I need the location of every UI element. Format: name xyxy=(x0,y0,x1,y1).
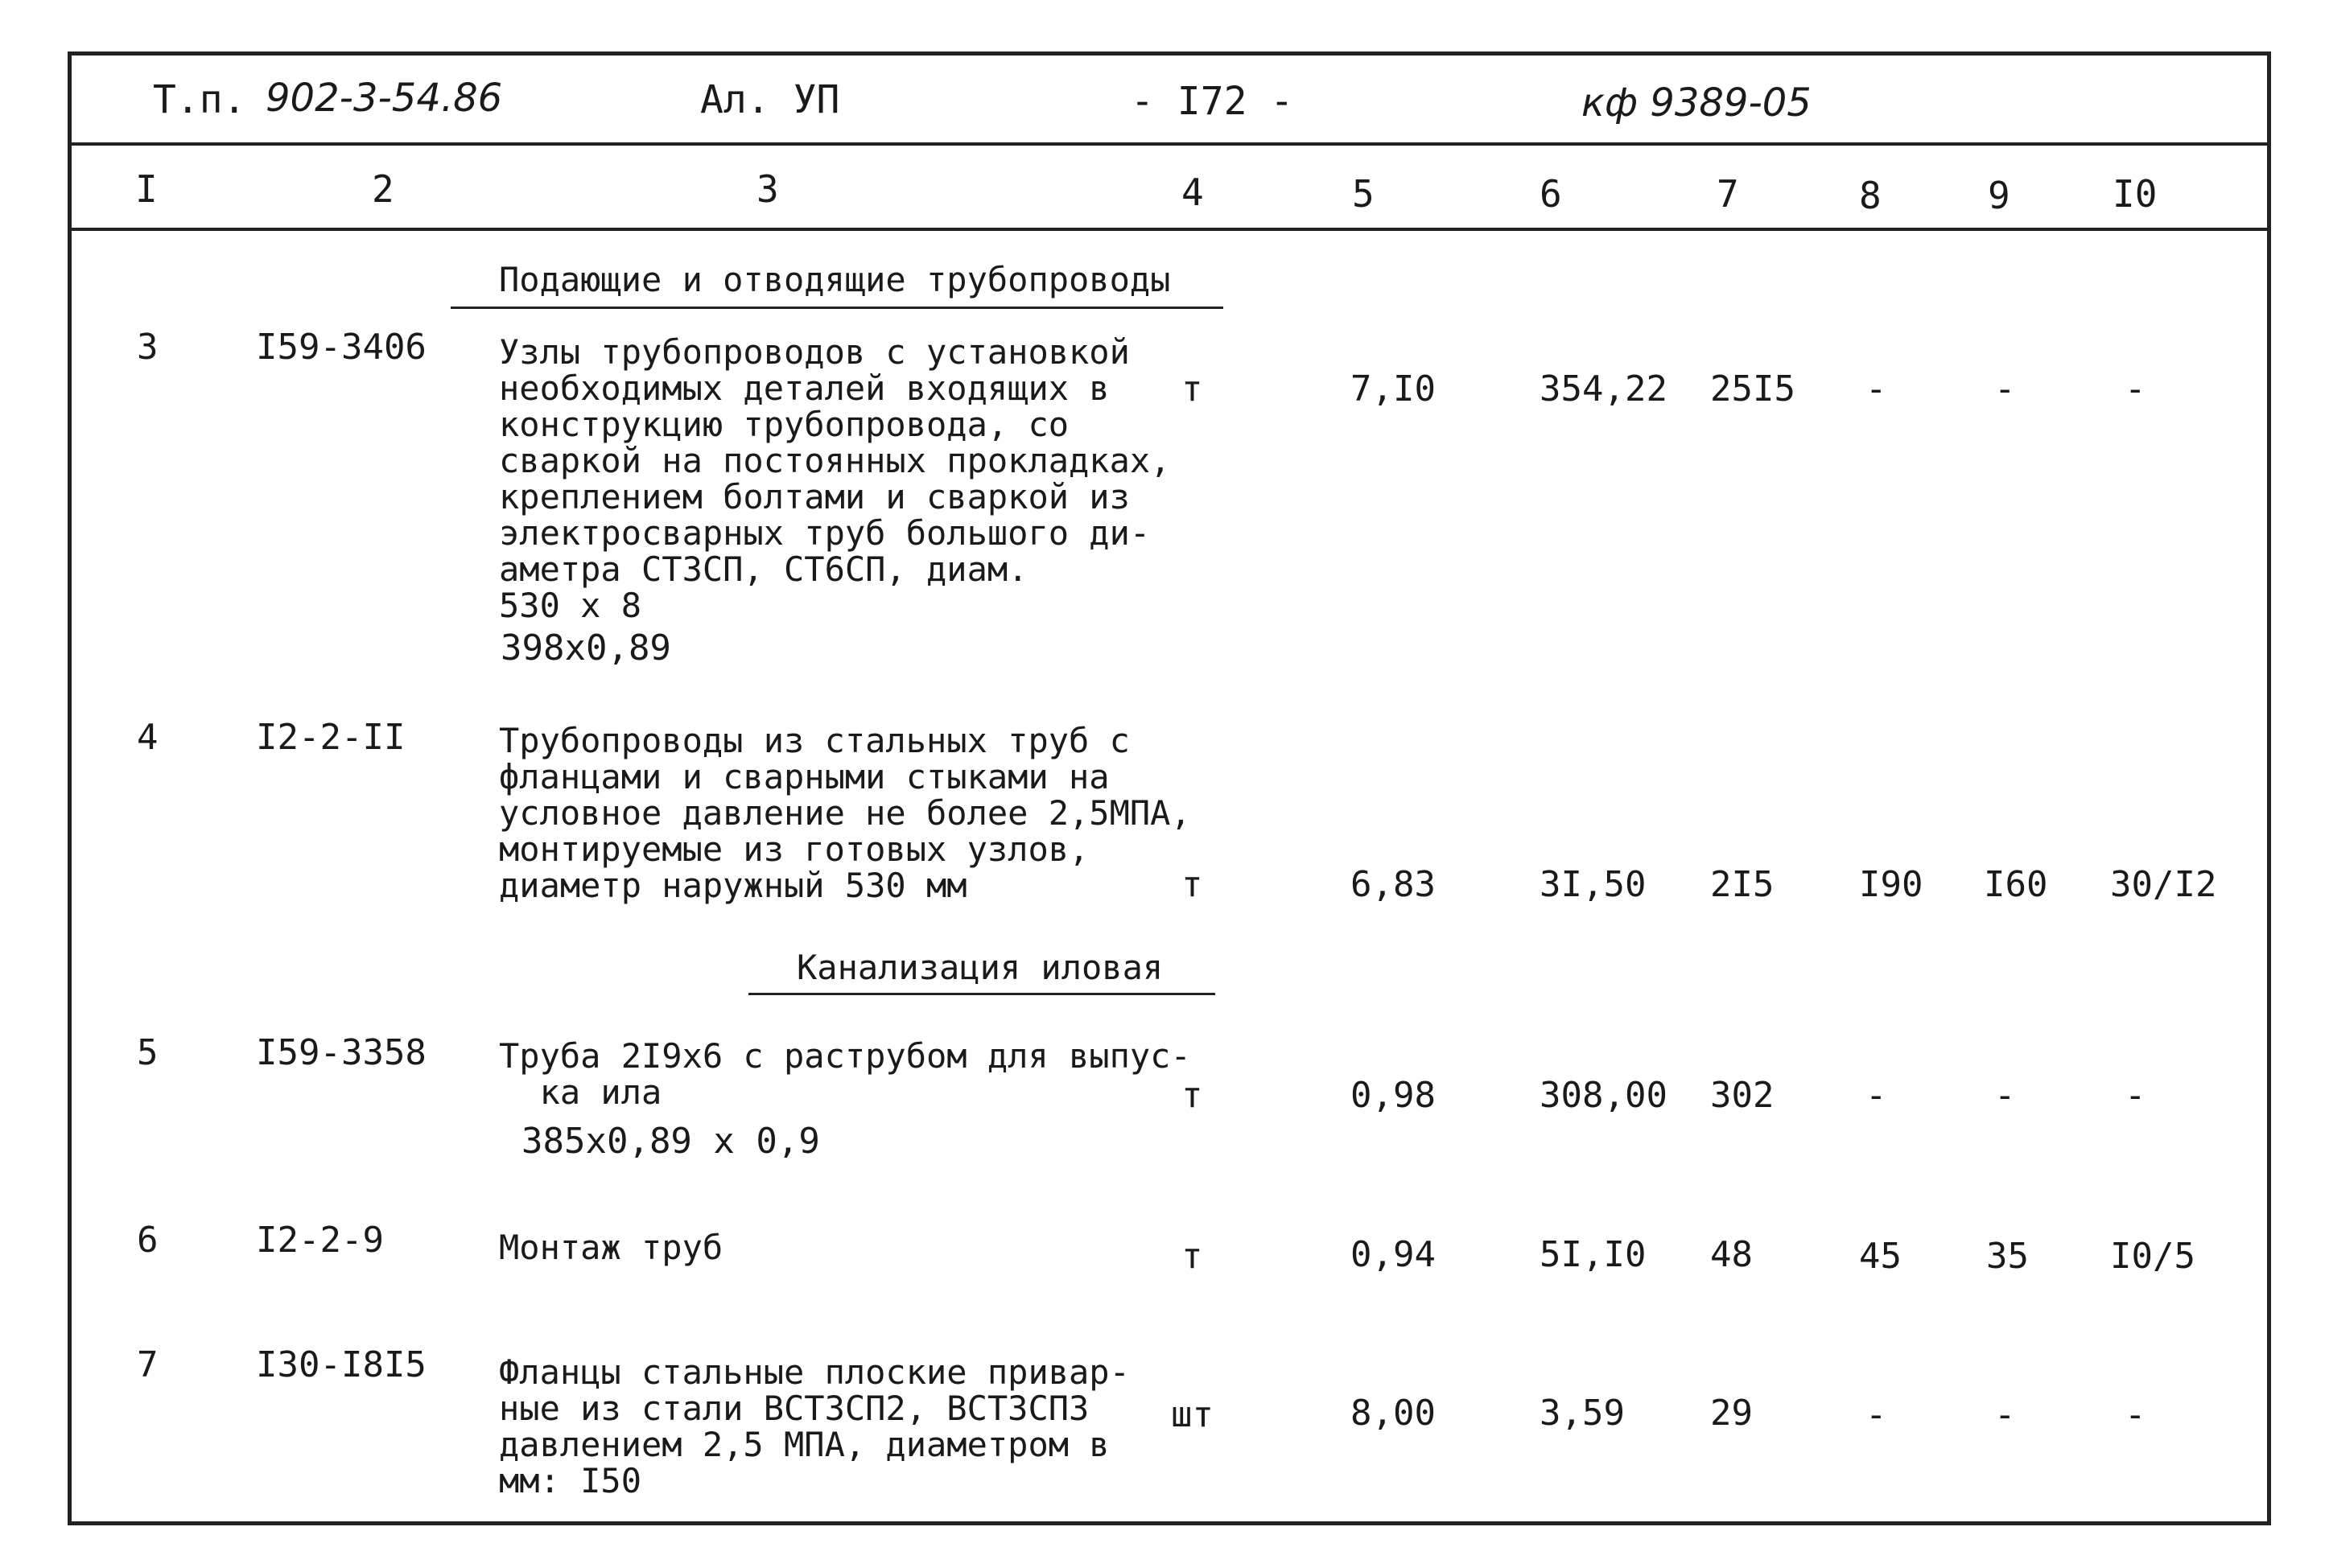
section-underline xyxy=(451,307,1223,309)
row-col5: 0,94 xyxy=(1350,1234,1436,1275)
row-description: Узлы трубопроводов с установкой необходимых деталей входящих в конструкцию трубопровода, со сваркой на постоянных прокладках, креплением болтами и сваркой из электросварных труб большого ди- аметра СТ3СП, СТ6СП, диам. 530 х 8 xyxy=(499,332,1171,625)
row-col8: - xyxy=(1865,1394,1887,1435)
project-label: Т.п. xyxy=(153,77,246,122)
row-col10: - xyxy=(2125,1394,2146,1435)
header-divider xyxy=(72,142,2267,146)
column-header-6: 6 xyxy=(1540,172,1562,216)
row-col10: I0/5 xyxy=(2110,1236,2195,1277)
row-number: 5 xyxy=(137,1032,159,1073)
row-code: I2-2-II xyxy=(256,717,406,758)
row-col7: 25I5 xyxy=(1710,368,1795,409)
row-col9: 35 xyxy=(1986,1236,2029,1277)
row-col8: - xyxy=(1865,1075,1887,1116)
row-number: 6 xyxy=(137,1220,159,1261)
row-note: 398х0,89 xyxy=(501,628,671,669)
column-header-8: 8 xyxy=(1859,174,1882,217)
row-number: 4 xyxy=(137,717,159,758)
row-note: 385х0,89 х 0,9 xyxy=(521,1121,820,1162)
row-col8: I90 xyxy=(1859,864,1923,905)
section-heading: Подающие и отводящие трубопроводы xyxy=(499,260,1171,299)
row-col10: - xyxy=(2125,368,2146,409)
page-number: - I72 - xyxy=(1131,79,1294,124)
row-col8: 45 xyxy=(1859,1236,1902,1277)
column-header-divider xyxy=(72,228,2267,231)
column-header-7: 7 xyxy=(1717,172,1739,216)
project-number: 902-3-54.86 xyxy=(266,76,503,121)
section-heading: Канализация иловая xyxy=(797,948,1164,987)
row-number: 3 xyxy=(137,327,159,368)
row-col5: 0,98 xyxy=(1350,1075,1436,1116)
row-col6: 354,22 xyxy=(1540,368,1667,409)
column-header-9: 9 xyxy=(1988,174,2010,217)
row-unit: т xyxy=(1181,1075,1203,1116)
row-code: I59-3406 xyxy=(256,327,427,368)
row-description: Монтаж труб xyxy=(499,1228,723,1267)
row-col8: - xyxy=(1865,368,1887,409)
document-code: кф 9389-05 xyxy=(1581,80,1812,126)
column-header-4: 4 xyxy=(1181,171,1204,214)
section-underline xyxy=(748,993,1215,995)
row-col9: I60 xyxy=(1984,864,2048,905)
row-description: Фланцы стальные плоские привар- ные из стали ВСТ3СП2, ВСТ3СП3 давлением 2,5 МПА, диаметром в мм: I50 xyxy=(499,1352,1130,1500)
row-col9: - xyxy=(1994,368,2016,409)
row-unit: т xyxy=(1181,368,1203,409)
row-col7: 48 xyxy=(1710,1234,1753,1275)
row-col5: 6,83 xyxy=(1350,864,1436,905)
row-col5: 8,00 xyxy=(1350,1393,1436,1434)
row-number: 7 xyxy=(137,1344,159,1385)
row-description: Трубопроводы из стальных труб с фланцами и сварными стыками на условное давление не более 2,5МПА, монтируемые из готовых узлов, диаметр наружный 530 мм xyxy=(499,721,1191,905)
row-unit: т xyxy=(1181,864,1203,905)
row-col6: 3,59 xyxy=(1540,1393,1625,1434)
row-col10: - xyxy=(2125,1075,2146,1116)
column-header-10: I0 xyxy=(2113,172,2158,216)
row-col9: - xyxy=(1994,1075,2016,1116)
row-code: I30-I8I5 xyxy=(256,1344,427,1385)
row-unit: шт xyxy=(1171,1394,1214,1435)
row-col6: 308,00 xyxy=(1540,1075,1667,1116)
row-col10: 30/I2 xyxy=(2110,864,2217,905)
row-col9: - xyxy=(1994,1394,2016,1435)
row-col7: 29 xyxy=(1710,1393,1753,1434)
row-col6: 3I,50 xyxy=(1540,864,1647,905)
row-col7: 302 xyxy=(1710,1075,1775,1116)
column-header-5: 5 xyxy=(1352,172,1375,216)
column-header-1: I xyxy=(135,167,158,211)
row-description: Труба 2I9х6 с раструбом для выпус- ка ила xyxy=(499,1036,1191,1112)
column-header-3: 3 xyxy=(756,167,779,211)
row-col6: 5I,I0 xyxy=(1540,1234,1647,1275)
row-unit: т xyxy=(1181,1236,1203,1277)
row-col7: 2I5 xyxy=(1710,864,1775,905)
row-col5: 7,I0 xyxy=(1350,368,1436,409)
column-header-2: 2 xyxy=(372,167,394,211)
album-label: Ал. УП xyxy=(700,77,840,122)
row-code: I2-2-9 xyxy=(256,1220,384,1261)
row-code: I59-3358 xyxy=(256,1032,427,1073)
